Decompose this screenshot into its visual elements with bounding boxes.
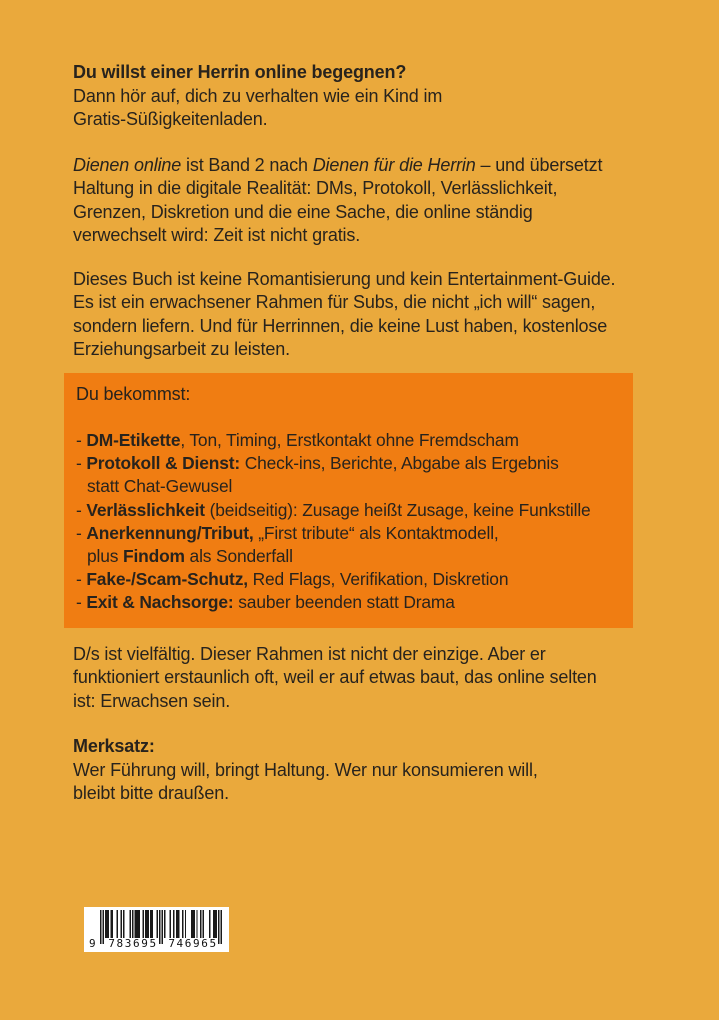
text-run: - bbox=[76, 569, 87, 590]
text-run: – und übersetzt bbox=[475, 154, 603, 175]
text-run: Anerkennung/Tribut, bbox=[86, 522, 254, 543]
text-run: verwechselt wird: Zeit ist nicht gratis. bbox=[73, 225, 361, 245]
text-run: Verlässlichkeit bbox=[86, 499, 205, 520]
text-run: ist: Erwachsen sein. bbox=[73, 690, 231, 711]
text-run: Check-ins, Berichte, Abgabe als Ergebnis bbox=[240, 453, 559, 474]
text-run: Grenzen, Diskretion und die eine Sache, die online ständig bbox=[73, 201, 533, 222]
text-run: funktioniert erstaunlich oft, weil er auf etwas baut, das online selten bbox=[73, 667, 597, 688]
pluralism-paragraph bbox=[73, 643, 693, 714]
text-run: ist Band 2 nach bbox=[181, 154, 313, 175]
benefits-list bbox=[76, 429, 631, 615]
benefit-item bbox=[76, 429, 631, 452]
text-run: - bbox=[76, 522, 87, 543]
isbn-group-right: 746965 bbox=[168, 937, 218, 950]
text-run: D/s ist vielfältig. Dieser Rahmen ist nicht der einzige. Aber er bbox=[73, 643, 546, 664]
text-run: (beidseitig): Zusage heißt Zusage, keine Funkstille bbox=[204, 499, 591, 520]
text-run: - bbox=[76, 430, 87, 450]
text-run: Erziehungsarbeit zu leisten. bbox=[73, 339, 290, 359]
text-run: Du willst einer Herrin online begegnen? bbox=[73, 62, 407, 82]
text-run: Haltung in die digitale Realität: DMs, Protokoll, Verlässlichkeit, bbox=[73, 178, 558, 198]
merksatz-paragraph bbox=[73, 735, 693, 806]
text-run: Findom bbox=[122, 546, 185, 567]
text-run: bleibt bitte draußen. bbox=[73, 783, 229, 804]
framing-paragraph bbox=[73, 268, 693, 362]
text-run: , Ton, Timing, Erstkontakt ohne Fremdscham bbox=[180, 430, 519, 450]
text-run: Fake-/Scam-Schutz, bbox=[86, 569, 248, 590]
hook-paragraph bbox=[73, 61, 693, 132]
text-run: Dienen online bbox=[73, 154, 182, 175]
text-run: Exit & Nachsorge: bbox=[86, 592, 234, 613]
text-run: sondern liefern. Und für Herrinnen, die keine Lust haben, kostenlose bbox=[73, 315, 608, 336]
benefit-item bbox=[76, 591, 631, 614]
text-run: Merksatz: bbox=[73, 736, 155, 757]
isbn-group-left: 783695 bbox=[108, 937, 158, 950]
text-run: Red Flags, Verifikation, Diskretion bbox=[247, 569, 509, 590]
isbn-number bbox=[84, 907, 229, 952]
text-run: - bbox=[76, 499, 87, 520]
back-cover-text bbox=[73, 61, 693, 806]
benefit-item bbox=[76, 452, 631, 498]
benefit-item bbox=[76, 522, 631, 568]
text-run: DM-Etikette bbox=[86, 430, 181, 450]
text-run: „First tribute“ als Kontaktmodell, bbox=[253, 522, 499, 543]
text-run: Dienen für die Herrin bbox=[312, 154, 476, 175]
benefit-item bbox=[76, 499, 631, 522]
isbn-digit-first: 9 bbox=[89, 937, 98, 950]
text-run: Dann hör auf, dich zu verhalten wie ein Kind im bbox=[73, 85, 443, 106]
benefits-title: Du bekommst: bbox=[76, 383, 191, 404]
text-run: Es ist ein erwachsener Rahmen für Subs, die nicht „ich will“ sagen, bbox=[73, 292, 596, 312]
text-run: als Sonderfall bbox=[184, 546, 293, 567]
text-run: - bbox=[76, 453, 87, 474]
benefit-item bbox=[76, 568, 631, 591]
text-run: Gratis-Süßigkeitenladen. bbox=[73, 109, 268, 129]
isbn-barcode bbox=[84, 907, 229, 952]
text-run: - bbox=[76, 592, 87, 613]
text-run: Wer Führung will, bringt Haltung. Wer nur konsumieren will, bbox=[73, 759, 538, 780]
text-run: statt Chat-Gewusel bbox=[87, 476, 233, 497]
text-run: plus bbox=[87, 546, 123, 567]
text-run: Dieses Buch ist keine Romantisierung und kein Entertainment-Guide. bbox=[73, 268, 616, 289]
benefits-box bbox=[64, 373, 633, 628]
series-info-paragraph bbox=[73, 154, 693, 248]
text-run: Protokoll & Dienst: bbox=[86, 453, 241, 474]
text-run: sauber beenden statt Drama bbox=[233, 592, 455, 613]
